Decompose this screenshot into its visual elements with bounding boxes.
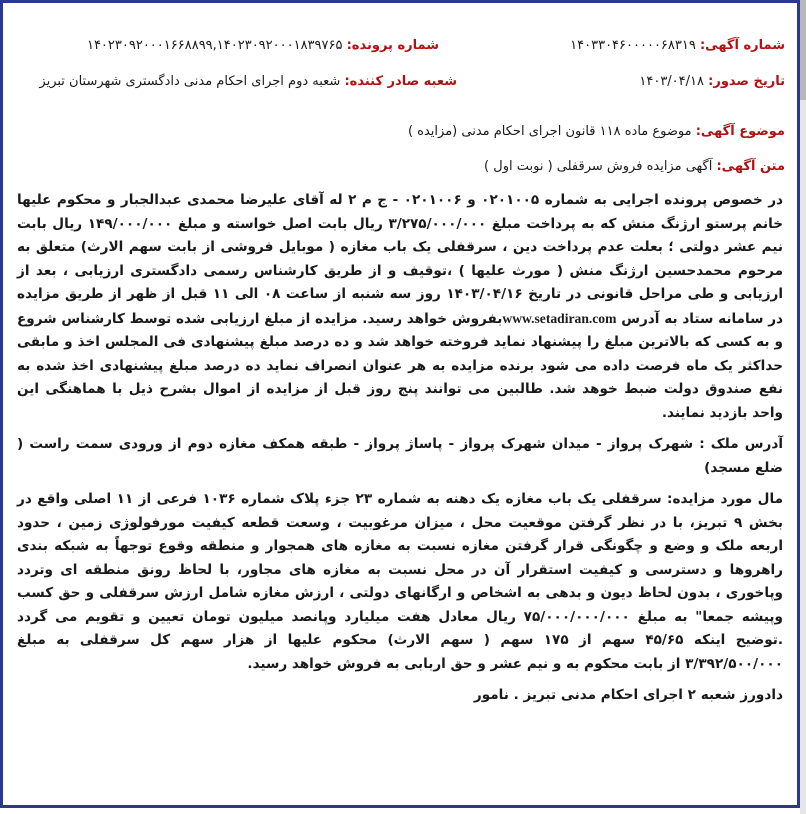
case-number-label: شماره پرونده:: [346, 38, 439, 53]
paragraph-auction-details: [17, 189, 783, 425]
vertical-scrollbar[interactable]: [800, 0, 806, 814]
issuer-label: شعبه صادر کننده:: [344, 74, 457, 89]
paragraph-address: آدرس ملک : شهرک پرواز - میدان شهرک پرواز - پاساژ پرواز - طبقه همکف مغازه دوم از ورودی سمت راست ( ضلع مسجد): [17, 436, 783, 476]
text-label: متن آگهی:: [716, 159, 785, 174]
case-number: ۱۴۰۲۳۰۹۲۰۰۰۱۶۶۸۸۹۹,۱۴۰۲۳۰۹۲۰۰۰۱۸۳۹۷۶۵: [86, 38, 343, 53]
paragraph-1b: بفروش خواهد رسید. مزایده از مبلغ ارزیابی شده توسط کارشناس شروع و به کسی که بالاترین مبلغ را پیشنهاد نماید فروخته خواهد شد و ده درصد مبلغ پیشنهادی فی المجلس اخذ و مابقی حداکثر یک ماه فرصت داده می شود برنده مزایده به هر عنوان انصراف نماید ده درصد مبلغ پیشنهادی اخذ شده به نفع صندوق دولت ضبط خوهد شد. طالبین می توانند پنج روز قبل از مزایده از اموال بشرح ذیل با هماهنگی این واحد بازدید نمایند.: [17, 310, 783, 421]
issuer: شعبه دوم اجرای احکام مدنی دادگستری شهرستان تبریز: [39, 74, 341, 89]
text-title: آگهی مزایده فروش سرقفلی ( نوبت اول ): [484, 159, 713, 174]
subject-label: موضوع آگهی:: [695, 124, 785, 139]
paragraph-signature: دادورز شعبه ۲ اجرای احکام مدنی تبریز . نامور: [473, 687, 783, 703]
notice-number-label: شماره آگهی:: [699, 38, 785, 53]
issue-date-label: تاریخ صدور:: [708, 74, 785, 89]
setadiran-link[interactable]: www.setadiran.com: [502, 310, 617, 326]
issue-date: ۱۴۰۳/۰۴/۱۸: [639, 74, 704, 89]
notice-number: ۱۴۰۳۳۰۴۶۰۰۰۰۰۶۸۳۱۹: [570, 38, 696, 53]
scrollbar-thumb[interactable]: [800, 0, 806, 100]
paragraph-1a: در خصوص پرونده اجرایی به شماره ۰۲۰۱۰۰۵ و ۰۲۰۱۰۰۶ - ج م ۲ له آقای علیرضا محمدی عبدالجبار و محکوم علیها خانم پرستو ارژنگ منش که به پرداخت مبلغ ۳/۲۷۵/۰۰۰/۰۰۰ ریال بابت اصل خواسته و مبلغ ۱۴۹/۰۰۰/۰۰۰ ریال بابت نیم عشر دولتی ؛ بعلت عدم پرداخت دین ، سرقفلی یک باب مغازه ( موبایل فروشی از بابت سهم الارث) متعلق به مرحوم محمدحسین ارژنگ منش ( مورث علیها ) ،توقیف و از طریق کارشناس رسمی دادگستری ارزیابی ، بعد از ارزیابی و طی مراحل قانونی در تاریخ ۱۴۰۳/۰۴/۱۶ روز سه شنبه از ساعت ۰۸ الی ۱۱ قبل از ظهر از طریق مزایده در سامانه ستاد به آدرس: [17, 192, 784, 327]
notice-body: [17, 189, 783, 708]
subject: موضوع ماده ۱۱۸ قانون اجرای احکام مدنی (مزایده ): [407, 124, 692, 139]
paragraph-property: مال مورد مزایده: سرقفلی یک باب مغازه یک دهنه به شماره ۲۳ جزء پلاک شماره ۱۰۳۶ فرعی از ۱۱ اصلی واقع در بخش ۹ تبریز، با در نظر گرفتن موقعیت محل ، میزان مرغوبیت ، وسعت قطعه کیفیت مورفولوژی زمین ، حدود اربعه ملک و وضع و چگونگی قرار گرفتن مغازه نسبت به مغازه های همجوار و منطقه وقوع توجهاً به شبکه بندی راهروها و دسترسی و کیفیت استقرار آن در محل نسبت به مغازه های مجاور، با لحاظ رونق منطقه ای وتردد وپاخوری ، بدون لحاظ دیون و بدهی به اشخاص و ارگانهای دولتی ، ارزش مغازه شامل ارزش سرقفلی و حق کسب وپیشه جمعا" به مبلغ ۷۵/۰۰۰/۰۰۰/۰۰۰ ریال معادل هفت میلیارد وپانصد میلیون تومان تعیین و تقویم می گردد .توضیح اینکه ۴۵/۶۵ سهم از ۱۷۵ سهم ( سهم الارث) محکوم علیها از هزار سهم کل سرقفلی به مبلغ ۳/۳۹۲/۵۰۰/۰۰۰ از بابت محکوم به و نیم عشر و حق اربابی به فروش خواهد رسید.: [17, 491, 784, 672]
